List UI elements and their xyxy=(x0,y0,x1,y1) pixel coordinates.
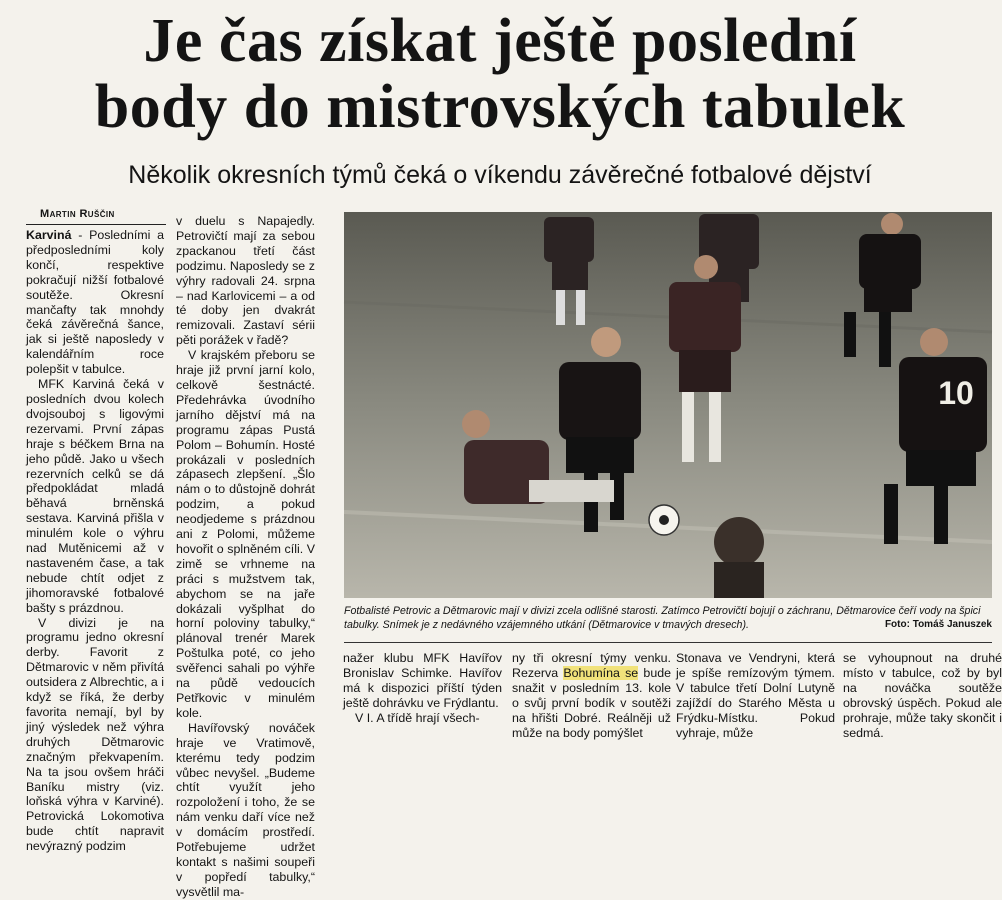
paragraph: V krajském přeboru se hraje již první jarní kolo, celkově šestnácté. Předehrávka úvodního jarního dějství má na programu zápas Pustá Polom – Bohumín. Hosté prokázali v posledních zápasech zlepšení. „Šlo nám o to důstojně dohrát podzim, a pokud neodjedeme s prázdnou ani z Polomi, můžeme hovořit o splněném cíli. V zimě se vrhneme na práci s mužstvem tak, abychom se na jaře dokázali vyšplhat do horní poloviny tabulky,“ plánoval trenér Marek Poštulka poté, co jeho svěřenci sahali po výhře na půdě vedoucích Petřkovic v minulém kole. xyxy=(176,348,315,720)
photo-caption xyxy=(344,604,992,632)
highlighted-text: Bohumína se xyxy=(563,665,639,680)
photo-credit: Foto: Tomáš Januszek xyxy=(884,619,992,630)
dateline: Karviná xyxy=(26,228,72,242)
article-column-6 xyxy=(843,651,1002,740)
article-column-1 xyxy=(26,228,164,854)
byline-divider xyxy=(26,224,166,225)
paragraph: Havířovský nováček hraje ve Vratimově, kterému tedy podzim vůbec nevyšel. „Budeme chtít využít jeho rozpoložení i toho, že se nám venku daří více než v domácím prostředí. Potřebujeme udržet kontakt s našimi soupeři v popředí tabulky,“ vysvětlil ma- xyxy=(176,720,315,899)
headline xyxy=(0,8,1000,140)
caption-divider xyxy=(344,642,992,643)
headline-line-2: body do mistrovských tabulek xyxy=(94,73,906,141)
byline: Martin Ruščin xyxy=(40,208,115,220)
spectator-head xyxy=(714,517,764,598)
paragraph: Karviná - Posledními a předposledními koly končí, respektive pokračují nižší fotbalové soutěže. Okresní mančafty tak mnohdy čeká závěrečná šance, jak si ještě naposledy v kalendářním roce polepšit v tabulce. xyxy=(26,228,164,377)
paragraph: se vyhoupnout na druhé místo v tabulce, což by byl na nováčka soutěže obrovský úspěch. Pokud ale prohraje, může taky skončit i sedmá. xyxy=(843,651,1002,740)
paragraph: Stonava ve Vendryni, která je spíše remízovým týmem. V tabulce třetí Dolní Lutyně zajíždí do Starého Města u Frýdku-Místku. Pokud vyhraje, může xyxy=(676,651,835,740)
article-column-2 xyxy=(176,214,315,899)
paragraph: MFK Karviná čeká v posledních dvou kolech dvojsouboj s ligovými rezervami. První zápas hraje s béčkem Brna na jeho půdě. Jako u všech rezervních celků se dá předpokládat mladá běhavá brněnská sestava. Karviná přišla v minulém kole o výhru nad Mutěnicemi až v nastaveném čase, a tak nebude chtít odjet z jihomoravské fotbalové bašty s prázdnou. xyxy=(26,377,164,615)
article-column-3 xyxy=(343,651,502,735)
paragraph: nažer klubu MFK Havířov Bronislav Schimke. Havířov má k dispozici příští týden ještě dohrávku ve Frýdlantu. xyxy=(343,651,502,710)
caption-text: Fotbalisté Petrovic a Dětmarovic mají v divizi zcela odlišné starosti. Zatímco Petrovičtí bojují o záchranu, Dětmarovice čeří vody na špici tabulky. Snímek je z nedávného vzájemného utkání (Dětmarovice v tmavých dresech). xyxy=(344,605,981,631)
jersey-number: 10 xyxy=(938,375,974,411)
paragraph: V divizi je na programu jedno okresní derby. Favorit z Dětmarovic v něm přivítá outsidera z Albrechtic, a i když se říká, že derby favorita nemají, byl by jiný výsledek než výhra druhých Dětmarovic značným překvapením. Na ta jsou ovšem hráči Baníku mistry (viz. loňská výhra v Karviné). Petrovická Lokomotiva bude chtít napravit nevýrazný podzim xyxy=(26,615,164,854)
paragraph: V I. A třídě hrají všech- xyxy=(355,710,480,725)
headline-line-1: Je čas získat ještě poslední xyxy=(143,7,857,75)
article-column-5 xyxy=(676,651,835,740)
football xyxy=(649,505,679,535)
match-photo xyxy=(344,212,992,598)
paragraph: ny tři okresní týmy venku. Rezerva Bohumína se bude snažit v posledním 13. kole o svůj první bodík v soutěži na hřišti Dobré. Reálněji už může na body pomýšlet xyxy=(512,651,671,740)
paragraph: v duelu s Napajedly. Petrovičtí mají za sebou zpackanou třetí část podzimu. Naposledy se z výhry radovali 24. srpna – nad Karlovicemi – a od té doby jen dvakrát remizovali. Zastaví sérii pěti porážek v řadě? xyxy=(176,214,315,348)
subheadline: Několik okresních týmů čeká o víkendu závěrečné fotbalové dějství xyxy=(128,161,872,189)
article-column-4 xyxy=(512,651,671,740)
